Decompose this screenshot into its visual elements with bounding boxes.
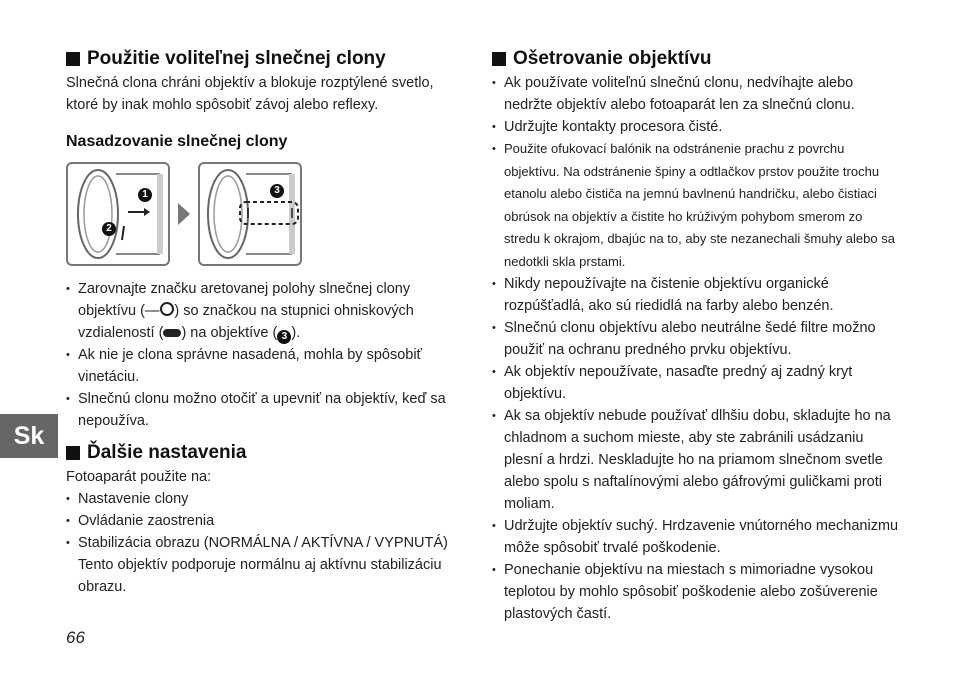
list-item: • Ovládanie zaostrenia bbox=[66, 510, 466, 532]
list-item: • Slnečnú clonu možno otočiť a upevniť na objektív, keď sa nepoužíva. bbox=[66, 388, 466, 432]
list-item: • Slnečnú clonu objektívu alebo neutrálne šedé filtre možno použiť na ochranu predného prvku objektívu. bbox=[492, 317, 902, 361]
heading-square-icon bbox=[66, 52, 80, 66]
list-item: • Ak sa objektív nebude používať dlhšiu dobu, skladujte ho na chladnom a suchom mieste, aby ste zabránili usádzaniu plesní a hrdzi. Neskladujte ho na priamom slnečnom svetle alebo spolu s naftalínovými alebo gáfrovými guličkami proti moliam. bbox=[492, 405, 902, 515]
callout-2-icon: 2 bbox=[102, 222, 116, 236]
other-settings-bullets bbox=[66, 488, 466, 598]
list-item: • Stabilizácia obrazu (NORMÁLNA / AKTÍVNA / VYPNUTÁ) Tento objektív podporuje normálnu aj aktívnu stabilizáciu obrazu. bbox=[66, 532, 466, 598]
pill-mark-icon bbox=[163, 329, 181, 337]
list-item: • Ak objektív nepoužívate, nasaďte predný aj zadný kryt objektívu. bbox=[492, 361, 902, 405]
list-item: • Nikdy nepoužívajte na čistenie objektívu organické rozpúšťadlá, ako sú riedidlá na farby alebo benzén. bbox=[492, 273, 902, 317]
section-title: Ošetrovanie objektívu bbox=[513, 48, 712, 69]
hood-attach-illustration bbox=[66, 162, 466, 266]
illustration-step-1 bbox=[66, 162, 170, 266]
section-heading-lens-care bbox=[492, 48, 902, 70]
heading-square-icon bbox=[492, 52, 506, 66]
section-title: Použitie voliteľnej slnečnej clony bbox=[87, 48, 386, 69]
list-item: • Zarovnajte značku aretovanej polohy slnečnej clony objektívu (— ) so značkou na stupnici ohniskových vzdialeností ( ) na objektíve ( 3 ). bbox=[66, 278, 466, 344]
next-step-arrow-icon bbox=[178, 203, 190, 225]
sun-hood-bullets bbox=[66, 278, 466, 432]
callout-3-icon: 3 bbox=[270, 184, 284, 198]
list-item: • Ak nie je clona správne nasadená, mohla by spôsobiť vinetáciu. bbox=[66, 344, 466, 388]
lens-care-bullets bbox=[492, 72, 902, 625]
callout-3-icon: 3 bbox=[277, 330, 291, 344]
circle-mark-icon bbox=[160, 302, 174, 316]
section-title: Ďalšie nastavenia bbox=[87, 442, 247, 463]
illustration-step-2 bbox=[198, 162, 302, 266]
section-intro: Fotoaparát použite na: bbox=[66, 469, 212, 485]
section-intro: Slnečná clona chráni objektív a blokuje rozptýlené svetlo, ktoré by inak mohlo spôsobiť závoj alebo reflexy. bbox=[66, 75, 434, 113]
list-item: • Udržujte kontakty procesora čisté. bbox=[492, 116, 902, 138]
list-item: • Ponechanie objektívu na miestach s mimoriadne vysokou teplotou by mohlo spôsobiť poškodenie alebo zošúverenie plastových častí. bbox=[492, 559, 902, 625]
callout-1-icon: 1 bbox=[138, 188, 152, 202]
left-column bbox=[66, 48, 466, 598]
section-heading-other-settings bbox=[66, 442, 466, 464]
section-heading-sun-hood bbox=[66, 48, 466, 70]
right-column bbox=[492, 48, 902, 625]
page-number: 66 bbox=[66, 628, 85, 647]
list-item: • Ak používate voliteľnú slnečnú clonu, nedvíhajte alebo nedržte objektív alebo fotoaparát len za slnečnú clonu. bbox=[492, 72, 902, 116]
list-item: • Použite ofukovací balónik na odstránenie prachu z povrchu objektívu. Na odstránenie špiny a odtlačkov prstov použite trochu etanolu alebo čističa na jemnú bavlnenú handričku, alebo čistiaci obrúsok na objektív a čistite ho krúživým pohybom smerom zo stredu k okrajom, dbajúc na to, aby ste nezanechali šmuhy alebo sa nedotkli skla prstami. bbox=[492, 138, 902, 273]
heading-square-icon bbox=[66, 446, 80, 460]
subsection-title: Nasadzovanie slnečnej clony bbox=[66, 133, 288, 150]
list-item: • Nastavenie clony bbox=[66, 488, 466, 510]
language-tab: Sk bbox=[0, 414, 58, 458]
list-item: • Udržujte objektív suchý. Hrdzavenie vnútorného mechanizmu môže spôsobiť trvalé poškodenie. bbox=[492, 515, 902, 559]
